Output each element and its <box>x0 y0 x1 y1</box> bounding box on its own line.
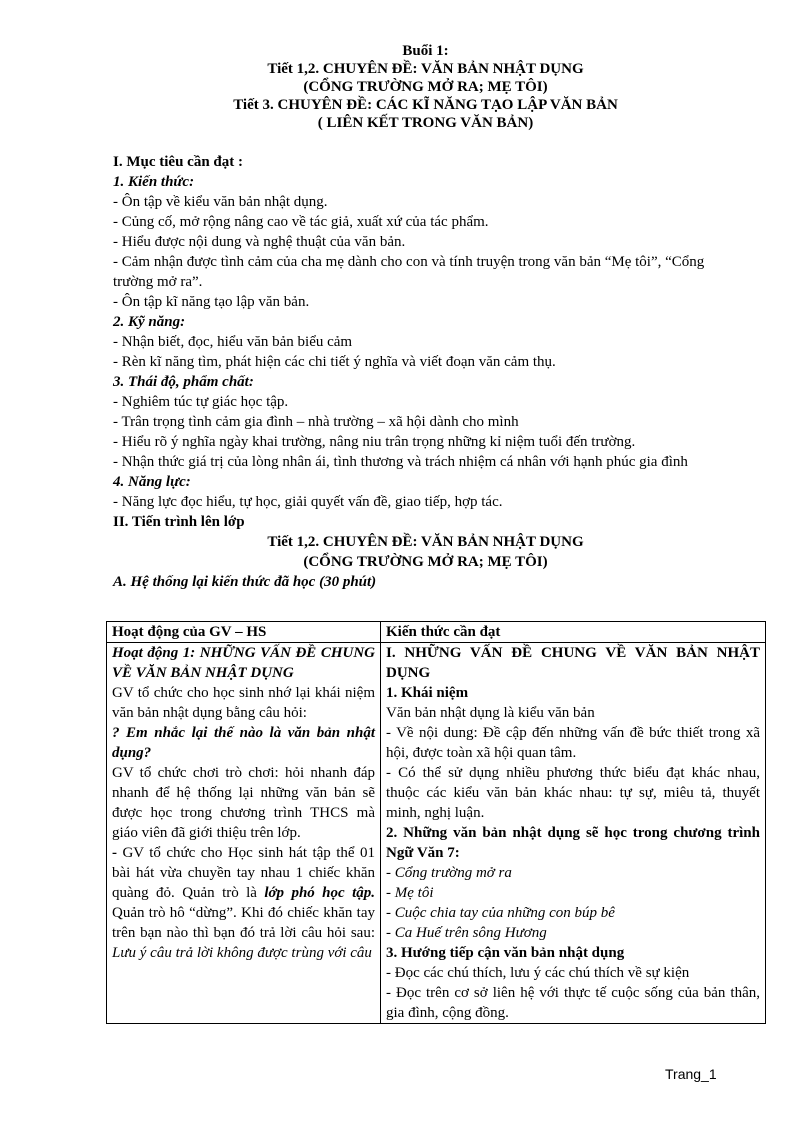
table-header-row <box>107 622 766 643</box>
activity-paragraph: GV tổ chức chơi trò chơi: hỏi nhanh đáp nhanh để hệ thống lại những văn bản sẽ được học trong chương trình THCS mà giáo viên đã giới thiệu trên lớp. <box>112 765 375 841</box>
activity-question: ? Em nhắc lại thế nào là văn bản nhật dụng? <box>112 725 375 761</box>
knowledge-item: - Củng cố, mở rộng nâng cao về tác giả, xuất xứ của tác phẩm. <box>113 214 489 230</box>
attitude-item: - Hiểu rõ ý nghĩa ngày khai trường, nâng niu trân trọng những kỉ niệm tuổi đến trường. <box>113 434 636 450</box>
process-heading: II. Tiến trình lên lớp <box>113 514 245 530</box>
approach-item: - Đọc các chú thích, lưu ý các chú thích về sự kiện <box>386 965 690 981</box>
table-header-activity: Hoạt động của GV – HS <box>107 622 381 643</box>
approach-item: - Đọc trên cơ sở liên hệ với thực tế cuộc sống của bản thân, gia đình, cộng đồng. <box>386 985 760 1021</box>
lesson-table <box>106 621 766 1024</box>
table-row <box>107 643 766 1024</box>
approach-heading: 3. Hướng tiếp cận văn bản nhật dụng <box>386 945 625 961</box>
text-item: - Cổng trường mở ra <box>386 865 512 881</box>
activity-title: Hoạt động 1: NHỮNG VẤN ĐỀ CHUNG VỀ VĂN BẢN NHẬT DỤNG <box>112 645 375 681</box>
page-number: Trang_1 <box>665 1066 717 1082</box>
texts-heading: 2. Những văn bản nhật dụng sẽ học trong chương trình Ngữ Văn 7: <box>386 825 760 861</box>
ability-heading: 4. Năng lực: <box>113 474 191 490</box>
lesson-title-1: Tiết 1,2. CHUYÊN ĐỀ: VĂN BẢN NHẬT DỤNG <box>267 61 584 77</box>
document-page <box>113 42 738 592</box>
knowledge-section-title: I. NHỮNG VẤN ĐỀ CHUNG VỀ VĂN BẢN NHẬT DỤNG <box>386 645 760 681</box>
objectives-heading: I. Mục tiêu cần đạt : <box>113 154 243 170</box>
concept-line: - Có thể sử dụng nhiều phương thức biểu đạt khác nhau, thuộc các kiểu văn bản khác nhau: tự sự, miêu tả, thuyết minh, nghị luận. <box>386 765 760 821</box>
text-item: - Mẹ tôi <box>386 885 434 901</box>
session-title: Buổi 1: <box>402 43 449 59</box>
knowledge-item: - Cảm nhận được tình cảm của cha mẹ dành cho con và tính truyện trong văn bản “Mẹ tôi”, “Cổng trường mở ra”. <box>113 254 705 290</box>
attitude-heading: 3. Thái độ, phẩm chất: <box>113 374 254 390</box>
process-lesson-title: Tiết 1,2. CHUYÊN ĐỀ: VĂN BẢN NHẬT DỤNG <box>267 534 584 550</box>
lesson-subtitle-1: (CỔNG TRƯỜNG MỞ RA; MẸ TÔI) <box>303 79 548 95</box>
knowledge-item: - Ôn tập về kiểu văn bản nhật dụng. <box>113 194 328 210</box>
concept-line: Văn bản nhật dụng là kiểu văn bản <box>386 705 595 721</box>
skills-item: - Nhận biết, đọc, hiểu văn bản biểu cảm <box>113 334 353 350</box>
knowledge-cell <box>381 643 766 1024</box>
attitude-item: - Nghiêm túc tự giác học tập. <box>113 394 289 410</box>
concept-heading: 1. Khái niệm <box>386 685 469 701</box>
knowledge-item: - Ôn tập kĩ năng tạo lập văn bản. <box>113 294 310 310</box>
lesson-title-2: Tiết 3. CHUYÊN ĐỀ: CÁC KĨ NĂNG TẠO LẬP VĂN BẢN <box>233 97 618 113</box>
skills-heading: 2. Kỹ năng: <box>113 314 186 330</box>
activity-cell <box>107 643 381 1024</box>
concept-line: - Về nội dung: Đề cập đến những vấn đề bức thiết trong xã hội, được toàn xã hội quan tâm. <box>386 725 760 761</box>
text-item: - Cuộc chia tay của những con búp bê <box>386 905 615 921</box>
skills-item: - Rèn kĩ năng tìm, phát hiện các chi tiết ý nghĩa và viết đoạn văn cảm thụ. <box>113 354 556 370</box>
table-header-knowledge: Kiến thức cần đạt <box>381 622 766 643</box>
part-a-heading: A. Hệ thống lại kiến thức đã học (30 phút) <box>113 574 377 590</box>
knowledge-heading: 1. Kiến thức: <box>113 174 195 190</box>
activity-paragraph: GV tổ chức cho học sinh nhớ lại khái niệm văn bản nhật dụng bằng câu hỏi: <box>112 685 375 721</box>
attitude-item: - Trân trọng tình cảm gia đình – nhà trường – xã hội dành cho mình <box>113 414 519 430</box>
attitude-item: - Nhận thức giá trị của lòng nhân ái, tình thương và trách nhiệm cá nhân với hạnh phúc gia đình <box>113 454 688 470</box>
knowledge-item: - Hiểu được nội dung và nghệ thuật của văn bản. <box>113 234 406 250</box>
lesson-subtitle-2: ( LIÊN KẾT TRONG VĂN BẢN) <box>317 115 534 131</box>
text-item: - Ca Huế trên sông Hương <box>386 925 547 941</box>
process-lesson-subtitle: (CỔNG TRƯỜNG MỞ RA; MẸ TÔI) <box>303 554 548 570</box>
ability-item: - Năng lực đọc hiểu, tự học, giải quyết vấn đề, giao tiếp, hợp tác. <box>113 494 503 510</box>
activity-paragraph: - GV tổ chức cho Học sinh hát tập thể 01 bài hát vừa chuyền tay nhau 1 chiếc khăn quàng đỏ. Quản trò là lớp phó học tập. Quản trò hô “dừng”. Khi đó chiếc khăn tay trên bạn nào thì bạn đó trả lời câu hỏi sau: Lưu ý câu trả lời không được trùng với câu <box>112 845 375 961</box>
